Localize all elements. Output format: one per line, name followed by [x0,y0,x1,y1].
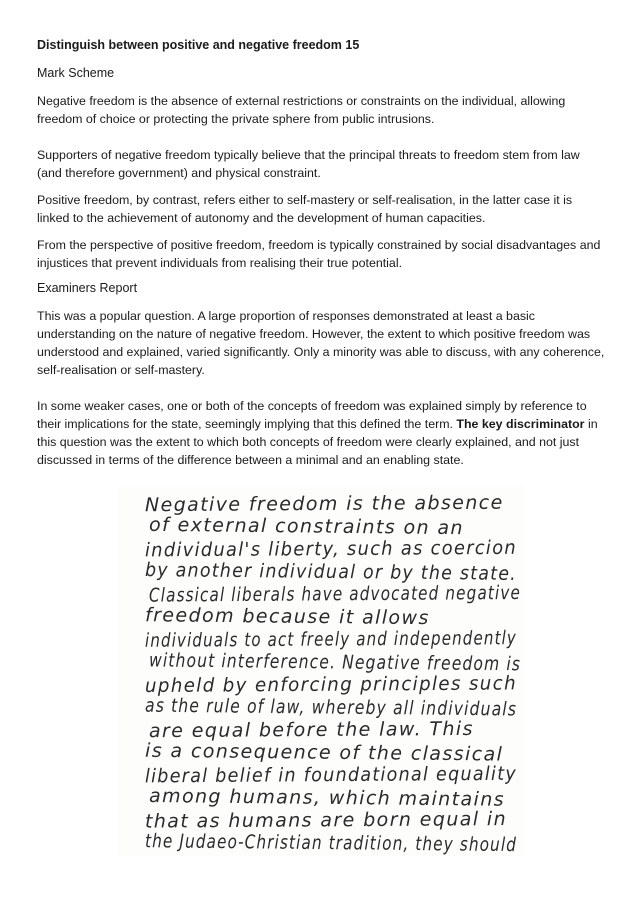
document-body [37,38,607,481]
mark-scheme-heading: Mark Scheme [37,66,115,80]
handwriting-canvas [117,486,614,858]
handwritten-line: without interference. Negative freedom is [148,649,606,677]
key-discriminator-emphasis: The key discriminator [456,417,585,431]
mark-scheme-paragraph: Supporters of negative freedom typically believe that the principal threats to freedom stem from law (and therefore government) and physical constraint. [37,148,580,180]
mark-scheme-paragraph: Negative freedom is the absence of external restrictions or constraints on the individual, allowing freedom of choice or protecting the private sphere from public intrusions. [37,94,566,126]
handwritten-line: freedom because it allows [144,604,430,630]
handwritten-line: upheld by enforcing principles such [144,672,533,698]
paragraph-text: In some weaker cases, one or both of the concepts of freedom was explained simply by reference to their implications for the state, seemingly implying that this defined the term. [37,399,587,431]
mark-scheme-paragraph: Positive freedom, by contrast, refers either to self-mastery or self-realisation, in the latter case it is linked to the achievement of autonomy and the development of human capacities. [37,193,573,225]
handwritten-line: by another individual or by the state. [144,558,553,586]
handwritten-line: is a consequence of the classical [144,739,504,766]
mark-scheme-paragraph: From the perspective of positive freedom, freedom is typically constrained by social disadvantages and injustices that prevent individuals from realising their true potential. [37,238,601,270]
handwritten-line: liberal belief in foundational equality [144,762,549,788]
handwritten-line: Classical liberals have advocated negative [148,581,614,607]
examiners-report-heading: Examiners Report [37,281,138,295]
examiners-report-paragraph: This was a popular question. A large proportion of responses demonstrated at least a basic understanding on the nature of negative freedom. However, the extent to which positive freedom was understood and explained, varied significantly. Only a minority was able to discuss, with any coherence, self-realisation or self-mastery. [37,309,605,377]
handwritten-answer-scan [117,486,614,858]
handwritten-line: as the rule of law, whereby all individuals [144,694,600,722]
handwritten-line: Negative freedom is the absence [144,491,504,517]
handwritten-line: individual's liberty, such as coercion [144,536,543,562]
document-title: Distinguish between positive and negative freedom 15 [37,38,360,52]
paragraph-text: in this question was the extent to which both concepts of freedom were clearly explained, and not just discussed in terms of the difference between a minimal and an enabling state. [37,417,598,467]
handwritten-line: are equal before the law. This [148,717,474,743]
handwritten-line: the Judaeo-Christian tradition, they should [144,830,609,858]
examiners-report-paragraph [37,397,607,469]
handwritten-line: of external constraints on an [148,513,465,540]
handwritten-line: individuals to act freely and independently [144,626,613,652]
handwritten-line: that as humans are born equal in [144,808,508,833]
handwritten-line: among humans, which maintains [148,785,506,811]
